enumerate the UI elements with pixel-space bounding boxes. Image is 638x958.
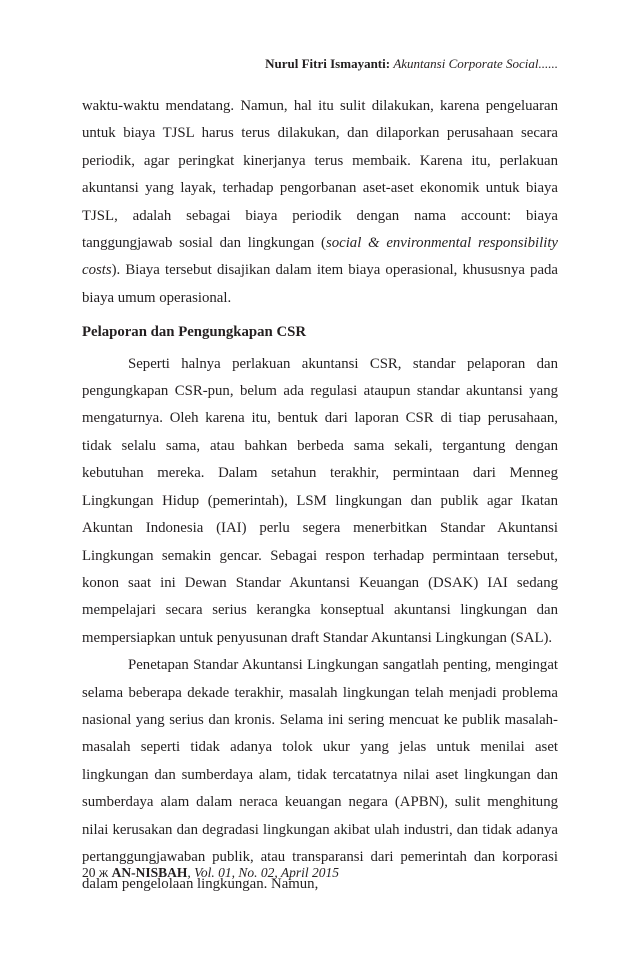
- paragraph-2: Seperti halnya perlakuan akuntansi CSR, standar pelaporan dan pengungkapan CSR-pun, belum ada regulasi ataupun standar akuntansi yang mengaturnya. Oleh karena itu, bentuk dari laporan CSR di tiap perusahaan, tidak selalu sama, atau bahkan berbeda sama sekali, tergantung dengan kebutuhan mereka. Dalam setahun terakhir, permintaan dari Menneg Lingkungan Hidup (pemerintah), LSM lingkungan dan publik agar Ikatan Akuntan Indonesia (IAI) perlu segera menerbitkan Standar Akuntansi Lingkungan semakin gencar. Sebagai respon terhadap permintaan tersebut, konon saat ini Dewan Standar Akuntansi Keuangan (DSAK) IAI sedang mempelajari secara serius kerangka konseptual akuntansi lingkungan dan mempersiapkan untuk penyusunan draft Standar Akuntansi Lingkungan (SAL).: [82, 355, 558, 646]
- page-body: [82, 93, 558, 899]
- page-number: 20: [82, 865, 96, 880]
- paragraph-3: Penetapan Standar Akuntansi Lingkungan sangatlah penting, mengingat selama beberapa dekade terakhir, masalah lingkungan telah menjadi problema nasional yang serius dan kronis. Selama ini sering mencuat ke publik masalah-masalah seperti tidak adanya tolok ukur yang jelas untuk menilai aset lingkungan dan sumberdaya alam, tidak tercatatnya nilai aset lingkungan dan sumberdaya alam dalam neraca keuangan negara (APBN), sulit menghitung nilai kerusakan dan degradasi lingkungan akibat ulah industri, dan tidak adanya pertanggungjawaban publik, atau transparansi dari pemerintah dan korporasi dalam pengelolaan lingkungan. Namun,: [82, 657, 558, 893]
- paragraph-1-text-a: waktu-waktu mendatang. Namun, hal itu sulit dilakukan, karena pengeluaran untuk biaya TJSL harus terus dilakukan, dan dilaporkan perusahaan secara periodik, agar peringkat kinerjanya terus membaik. Karena itu, perlakuan akuntansi yang layak, terhadap pengorbanan aset-aset ekonomik untuk biaya TJSL, adalah sebagai biaya periodik dengan nama account: biaya tanggungjawab sosial dan lingkungan (: [82, 98, 558, 252]
- footer-mark: ж: [98, 865, 109, 880]
- journal-name: AN-NISBAH: [111, 865, 188, 880]
- running-header: [265, 56, 558, 72]
- journal-volume: , Vol. 01, No. 02, April 2015: [187, 865, 339, 880]
- paragraph-1-italic-term: social & environmental responsibility costs: [82, 235, 558, 279]
- section-heading: Pelaporan dan Pengungkapan CSR: [82, 324, 307, 341]
- paragraph-1-text-b: ). Biaya tersebut disajikan dalam item biaya operasional, khususnya pada biaya umum operasional.: [82, 262, 558, 306]
- paragraph-1: [82, 93, 558, 312]
- page-footer: [82, 865, 339, 881]
- header-author: Nurul Fitri Ismayanti:: [265, 56, 391, 71]
- header-title: Akuntansi Corporate Social......: [393, 56, 558, 71]
